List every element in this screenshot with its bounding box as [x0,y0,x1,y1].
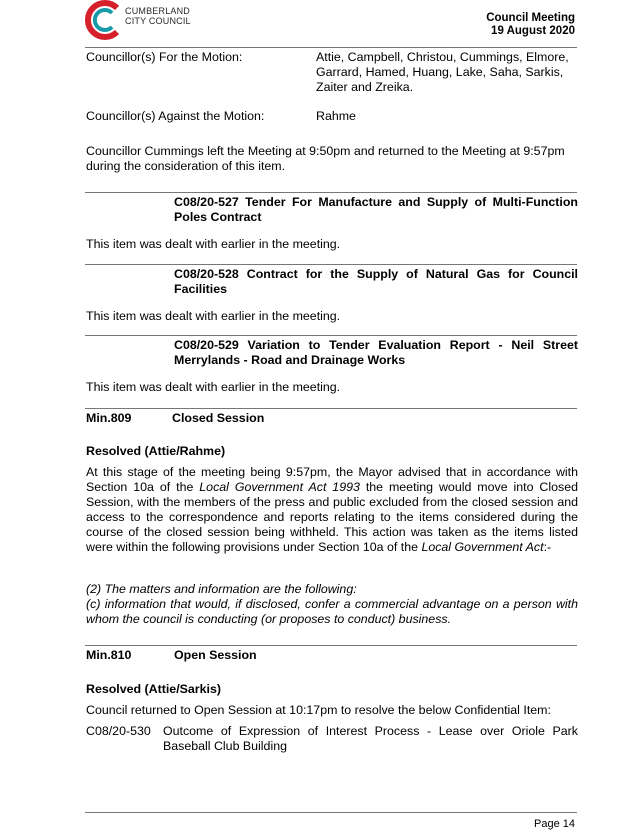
meeting-title: Council Meeting [486,12,575,24]
min809-provision-heading: (2) The matters and information are the following: [86,582,357,596]
item-note-529: This item was dealt with earlier in the meeting. [86,380,341,394]
min809-number: Min.809 [86,411,132,425]
min809-resolved: Resolved (Attie/Rahme) [86,444,226,458]
logo-wordmark [125,6,191,26]
min809-act-name: Local Government Act 1993 [199,480,360,494]
min810-item-text: Outcome of Expression of Interest Process - Lease over Oriole Park Baseball Club Building [163,724,578,753]
min810-paragraph: Council returned to Open Session at 10:17pm to resolve the below Confidential Item: [86,703,551,717]
cummings-note: Councillor Cummings left the Meeting at 9:50pm and returned to the Meeting at 9:57pm during the consideration of this item. [86,144,565,173]
item-title-529: C08/20-529 Variation to Tender Evaluation Report - Neil Street Merrylands - Road and Drainage Works [174,338,578,367]
logo-line-2: CITY COUNCIL [125,16,191,26]
item-note-527: This item was dealt with earlier in the meeting. [86,237,341,251]
min810-number: Min.810 [86,648,132,662]
item-note-528: This item was dealt with earlier in the meeting. [86,309,341,323]
item-rule [85,264,577,265]
footer-rule [85,812,577,813]
logo-line-1: CUMBERLAND [125,6,191,16]
item-title-527: C08/20-527 Tender For Manufacture and Supply of Multi-Function Poles Contract [174,195,578,224]
page-header [0,0,637,50]
item-rule [85,335,577,336]
min810-item-code: C08/20-530 [86,724,151,738]
min809-p1-a: At this stage of the meeting being 9:57pm, the Mayor advised that in accordance with Section 10a of the [86,465,578,494]
council-logo-icon [83,0,123,40]
min810-resolved: Resolved (Attie/Sarkis) [86,682,221,696]
meeting-heading [486,12,575,38]
minute-rule [85,645,577,646]
against-motion-names: Rahme [316,109,356,123]
min809-provision-c: (c) information that would, if disclosed, confer a commercial advantage on a person with whom the council is conducting (or proposes to conduct) business. [86,597,578,626]
for-motion-names: Attie, Campbell, Christou, Cummings, Elmore, Garrard, Hamed, Huang, Lake, Saha, Sarkis, Zaiter and Zreika. [316,50,569,94]
against-motion-label: Councillor(s) Against the Motion: [86,109,265,123]
item-rule [85,192,577,193]
min809-act-name-2: Local Government Act [421,540,544,554]
min810-title: Open Session [174,648,257,662]
page-number: Page 14 [534,818,575,830]
for-motion-label: Councillor(s) For the Motion: [86,50,243,64]
item-title-528: C08/20-528 Contract for the Supply of Natural Gas for Council Facilities [174,267,578,296]
min809-p1-c: :- [543,540,552,554]
min809-p1-b: the meeting would move into Closed Session, with the members of the press and public excluded from the closed session and access to the correspondence and reports relating to the items considered during the course of the closed session being withheld. This action was taken as the items listed were within the following provisions under Section 10a of the [86,480,578,554]
min809-paragraph [86,465,578,555]
minute-rule [85,408,577,409]
min809-title: Closed Session [172,411,265,425]
header-rule [85,47,577,48]
council-logo [83,0,203,40]
meeting-date: 19 August 2020 [491,25,575,37]
